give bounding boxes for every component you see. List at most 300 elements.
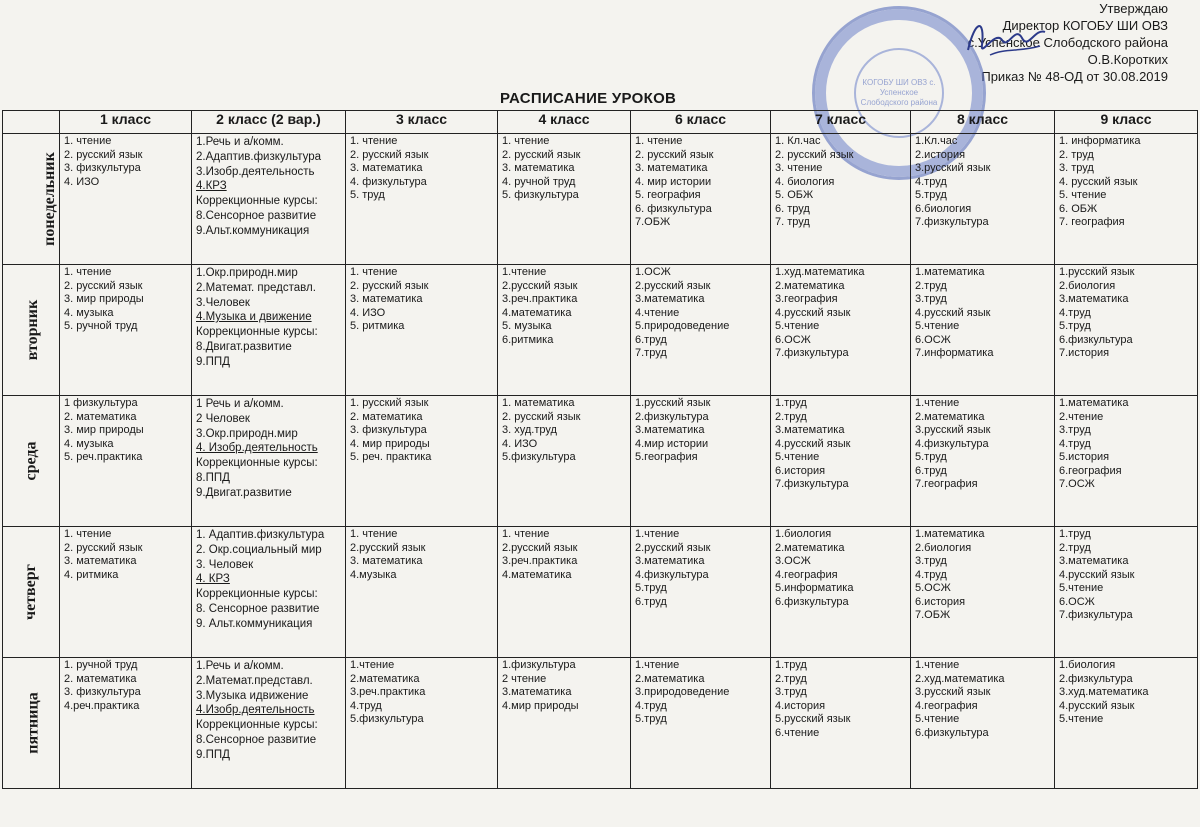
- lesson-item: 2. русский язык: [775, 148, 854, 161]
- lesson-item: 5.труд: [1059, 320, 1091, 332]
- lesson-item: 5.чтение: [775, 320, 820, 332]
- lesson-list: [498, 265, 630, 348]
- day-row: [3, 265, 1198, 396]
- lesson-cell: [631, 265, 771, 396]
- lesson-item: 3. чтение: [775, 162, 823, 174]
- lesson-item: 2. труд: [1059, 148, 1094, 161]
- lesson-item: 4.русский язык: [1059, 699, 1135, 712]
- lesson-list: [631, 265, 770, 362]
- lesson-item: 2.биология: [1059, 279, 1116, 292]
- lesson-item: 1.Окр.природн.мир: [196, 267, 298, 279]
- lesson-item: 1.Речь и а/комм.: [196, 660, 284, 672]
- lesson-item: 5. география: [635, 189, 701, 201]
- lesson-cell: [631, 134, 771, 265]
- lesson-item: 4.география: [915, 699, 978, 712]
- lesson-item: 2.русский язык: [635, 541, 711, 554]
- lesson-item: 3. Человек: [196, 558, 254, 571]
- page-title: РАСПИСАНИЕ УРОКОВ: [500, 90, 677, 107]
- lesson-cell: [346, 134, 498, 265]
- lesson-item: 1.физкультура: [502, 659, 576, 671]
- lesson-cell: [60, 265, 192, 396]
- lesson-item: 3. физкультура: [64, 686, 141, 698]
- lesson-item: 9.Двигат.развитие: [196, 486, 292, 499]
- lesson-item: 3.математика: [1059, 293, 1129, 305]
- lesson-item: 4. русский язык: [1059, 175, 1138, 188]
- lesson-cell: [346, 265, 498, 396]
- lesson-item: 2.математика: [350, 672, 420, 685]
- lesson-item: 7.ОБЖ: [915, 609, 951, 621]
- lesson-cell: [346, 658, 498, 789]
- lesson-item: 1.ОСЖ: [635, 266, 671, 278]
- lesson-cell: [498, 658, 631, 789]
- lesson-item: 2. русский язык: [64, 148, 143, 161]
- lesson-item: 1.труд: [775, 397, 807, 409]
- class-header: 9 класс: [1055, 111, 1198, 134]
- lesson-list: [911, 265, 1054, 362]
- lesson-item: 5.чтение: [1059, 582, 1104, 594]
- lesson-item: 2. русский язык: [350, 148, 429, 161]
- lesson-item: 3.Человек: [196, 296, 250, 309]
- lesson-item: Коррекционные курсы:: [196, 195, 318, 208]
- lesson-item: 1. чтение: [502, 528, 550, 540]
- lesson-list: [498, 527, 630, 583]
- class-header: 8 класс: [911, 111, 1055, 134]
- lesson-item: Коррекционные курсы:: [196, 588, 318, 601]
- lesson-item: 3.математика: [635, 293, 705, 305]
- lesson-list: [771, 265, 910, 362]
- lesson-list: [60, 527, 191, 583]
- lesson-list: [1055, 527, 1197, 624]
- lesson-item: 4. Изобр.деятельность: [196, 442, 318, 455]
- lesson-item: 2.математика: [775, 541, 845, 554]
- lesson-cell: [192, 527, 346, 658]
- lesson-list: [631, 396, 770, 466]
- lesson-item: 3. математика: [64, 555, 137, 567]
- lesson-item: 2.физкультура: [635, 410, 709, 423]
- lesson-item: 3.география: [775, 293, 838, 305]
- lesson-item: 2. русский язык: [635, 148, 714, 161]
- lesson-item: 4.труд: [915, 175, 947, 188]
- lesson-item: 2.математика: [775, 279, 845, 292]
- lesson-item: 2.русский язык: [502, 279, 578, 292]
- lesson-item: 2 чтение: [502, 672, 547, 685]
- day-row: [3, 527, 1198, 658]
- lesson-item: 1. русский язык: [350, 397, 429, 409]
- lesson-item: 6.ритмика: [502, 333, 554, 346]
- lesson-item: 3.труд: [1059, 424, 1091, 436]
- lesson-item: 3.математика: [635, 424, 705, 436]
- lesson-item: 6. ОБЖ: [1059, 202, 1098, 215]
- lesson-item: 1.чтение: [350, 659, 395, 671]
- lesson-item: 2.русский язык: [350, 541, 426, 554]
- lesson-item: 3.математика: [502, 686, 572, 698]
- lesson-item: 6.история: [915, 595, 966, 608]
- lesson-cell: [911, 265, 1055, 396]
- lesson-item: 9. Альт.коммуникация: [196, 617, 313, 630]
- lesson-item: 7.ОСЖ: [1059, 478, 1095, 490]
- day-row: [3, 658, 1198, 789]
- lesson-item: 3.математика: [635, 555, 705, 567]
- lesson-item: 4. ИЗО: [64, 175, 100, 188]
- lesson-item: 8.Сенсорное развитие: [196, 733, 317, 746]
- lesson-cell: [771, 134, 911, 265]
- lesson-list: [1055, 396, 1197, 493]
- lesson-item: 5. чтение: [1059, 189, 1107, 201]
- lesson-list: [346, 658, 497, 728]
- lesson-item: 1.математика: [915, 528, 985, 540]
- lesson-item: 4.русский язык: [1059, 568, 1135, 581]
- lesson-item: 5.ОСЖ: [915, 582, 951, 594]
- lesson-item: 5.география: [635, 451, 698, 463]
- lesson-item: 2. русский язык: [64, 279, 143, 292]
- lesson-item: 3.математика: [1059, 555, 1129, 567]
- lesson-item: 5.чтение: [775, 451, 820, 463]
- day-label: вторник: [24, 299, 42, 361]
- lesson-item: 5.история: [1059, 451, 1110, 463]
- day-label: понедельник: [40, 152, 58, 246]
- header-corner: [3, 111, 60, 134]
- lesson-cell: [1055, 658, 1198, 789]
- lesson-item: 5.труд: [915, 189, 947, 201]
- lesson-list: [60, 658, 191, 714]
- lesson-item: 1.математика: [1059, 397, 1129, 409]
- lesson-item: 4.география: [775, 568, 838, 581]
- lesson-item: 7.физкультура: [915, 216, 989, 228]
- lesson-item: 9.ППД: [196, 748, 230, 761]
- lesson-item: 8. Сенсорное развитие: [196, 602, 320, 615]
- lesson-item: 1. чтение: [64, 135, 112, 147]
- lesson-item: 7.физкультура: [1059, 609, 1133, 621]
- lesson-item: 4.музыка: [350, 568, 397, 581]
- lesson-item: 5. реч.практика: [64, 451, 143, 463]
- lesson-item: 5.русский язык: [775, 713, 851, 725]
- lesson-list: [1055, 265, 1197, 362]
- lesson-item: 3.математика: [775, 424, 845, 436]
- lesson-item: 5. ритмика: [350, 320, 405, 332]
- lesson-item: 2. математика: [64, 672, 137, 685]
- lesson-item: 6. труд: [775, 202, 810, 215]
- lesson-item: 1.труд: [1059, 528, 1091, 540]
- day-label: четверг: [21, 564, 39, 620]
- lesson-item: 1. чтение: [350, 528, 398, 540]
- lesson-item: 4. физкультура: [350, 175, 427, 188]
- lesson-list: [911, 527, 1054, 624]
- lesson-item: 6.труд: [915, 464, 947, 477]
- lesson-list: [60, 265, 191, 335]
- lesson-item: 5. ОБЖ: [775, 189, 814, 201]
- lesson-item: 4.мир истории: [635, 437, 709, 450]
- lesson-item: 3. математика: [635, 162, 708, 174]
- lesson-item: 4. ИЗО: [502, 437, 538, 450]
- lesson-list: [911, 134, 1054, 231]
- lesson-item: 4.труд: [350, 699, 382, 712]
- lesson-item: 2. математика: [350, 410, 423, 423]
- lesson-item: 5.труд: [915, 451, 947, 463]
- lesson-item: 8.Сенсорное развитие: [196, 209, 317, 222]
- lesson-item: 3. физкультура: [64, 162, 141, 174]
- lesson-cell: [631, 396, 771, 527]
- lesson-item: 1.Кл.час: [915, 135, 958, 147]
- lesson-item: 4.Музыка и движение: [196, 311, 312, 324]
- lesson-item: Коррекционные курсы:: [196, 457, 318, 470]
- schedule-table: [2, 110, 1198, 789]
- lesson-cell: [631, 527, 771, 658]
- lesson-item: 3.Изобр.деятельность: [196, 165, 315, 178]
- lesson-item: 5.труд: [635, 713, 667, 725]
- lesson-item: 1. чтение: [350, 266, 398, 278]
- lesson-list: [631, 134, 770, 231]
- lesson-item: 4. ИЗО: [350, 306, 386, 319]
- lesson-item: 1. чтение: [502, 135, 550, 147]
- lesson-cell: [346, 396, 498, 527]
- lesson-item: 1. Адаптив.физкультура: [196, 529, 325, 541]
- lesson-item: 2. математика: [64, 410, 137, 423]
- lesson-cell: [498, 396, 631, 527]
- lesson-list: [346, 134, 497, 204]
- lesson-item: 5. музыка: [502, 320, 552, 332]
- lesson-item: 3. худ.труд: [502, 424, 557, 436]
- lesson-list: [192, 527, 345, 633]
- lesson-item: 4. КРЗ: [196, 573, 230, 586]
- lesson-item: 3.русский язык: [915, 424, 991, 436]
- lesson-item: 3.худ.математика: [1059, 686, 1149, 698]
- lesson-item: 1. чтение: [350, 135, 398, 147]
- lesson-item: 3.русский язык: [915, 162, 991, 174]
- lesson-item: 3. труд: [1059, 162, 1094, 174]
- lesson-item: 1. математика: [502, 397, 575, 409]
- lesson-item: 3.труд: [915, 293, 947, 305]
- lesson-item: 6.физкультура: [1059, 333, 1133, 346]
- lesson-item: 1.труд: [775, 659, 807, 671]
- day-label: пятница: [24, 692, 42, 754]
- lesson-item: 4.труд: [1059, 437, 1091, 450]
- lesson-item: 3.русский язык: [915, 686, 991, 698]
- approval-line-1: Утверждаю: [1099, 1, 1168, 16]
- lesson-item: 1. информатика: [1059, 135, 1141, 147]
- lesson-cell: [346, 527, 498, 658]
- lesson-cell: [911, 134, 1055, 265]
- lesson-item: 1.чтение: [635, 659, 680, 671]
- lesson-item: 4.русский язык: [775, 306, 851, 319]
- lesson-item: 1.чтение: [915, 397, 960, 409]
- class-header-row: [3, 111, 1198, 134]
- lesson-list: [192, 658, 345, 764]
- lesson-item: 4.Изобр.деятельность: [196, 704, 315, 717]
- lesson-item: 4. музыка: [64, 306, 114, 319]
- lesson-item: 4.физкультура: [915, 437, 989, 450]
- lesson-list: [192, 134, 345, 240]
- lesson-item: 2.математика: [915, 410, 985, 423]
- approval-line-2: Директор КОГОБУ ШИ ОВЗ: [1002, 18, 1168, 33]
- lesson-list: [498, 134, 630, 204]
- lesson-item: 4. музыка: [64, 437, 114, 450]
- lesson-item: 6.физкультура: [775, 595, 849, 608]
- lesson-item: 2. русский язык: [502, 148, 581, 161]
- day-row: [3, 396, 1198, 527]
- lesson-item: 7.география: [915, 478, 978, 490]
- lesson-cell: [1055, 265, 1198, 396]
- lesson-item: 1.худ.математика: [775, 266, 865, 278]
- lesson-item: 6. физкультура: [635, 202, 712, 215]
- lesson-item: 2.русский язык: [502, 541, 578, 554]
- schedule-body: [3, 134, 1198, 789]
- lesson-list: [631, 527, 770, 610]
- lesson-item: 3.реч.практика: [502, 555, 578, 567]
- lesson-cell: [1055, 396, 1198, 527]
- approval-block: [908, 0, 1168, 85]
- lesson-list: [346, 527, 497, 583]
- lesson-item: 2.труд: [1059, 541, 1091, 554]
- lesson-item: 6.биология: [915, 202, 972, 215]
- lesson-item: 7.физкультура: [775, 478, 849, 490]
- approval-line-5: Приказ № 48-ОД от 30.08.2019: [981, 69, 1168, 84]
- lesson-list: [60, 396, 191, 466]
- lesson-list: [192, 396, 345, 502]
- lesson-item: 9.Альт.коммуникация: [196, 224, 310, 237]
- lesson-item: 6.ОСЖ: [915, 333, 951, 346]
- lesson-item: 2.биология: [915, 541, 972, 554]
- lesson-item: 1 Речь и а/комм.: [196, 398, 284, 410]
- day-cell: [3, 527, 60, 658]
- lesson-cell: [911, 396, 1055, 527]
- lesson-cell: [192, 658, 346, 789]
- lesson-list: [771, 527, 910, 610]
- lesson-item: 2.русский язык: [635, 279, 711, 292]
- lesson-item: Коррекционные курсы:: [196, 719, 318, 732]
- lesson-item: 2. русский язык: [350, 279, 429, 292]
- lesson-item: 3. математика: [350, 555, 423, 567]
- class-header: 6 класс: [631, 111, 771, 134]
- lesson-item: 2 Человек: [196, 412, 250, 425]
- lesson-item: 5.физкультура: [350, 713, 424, 725]
- lesson-item: 1. чтение: [64, 528, 112, 540]
- lesson-item: 4.математика: [502, 306, 572, 319]
- lesson-cell: [192, 396, 346, 527]
- lesson-item: 5. ручной труд: [64, 320, 138, 332]
- lesson-item: 1.русский язык: [1059, 266, 1135, 278]
- lesson-item: Коррекционные курсы:: [196, 326, 318, 339]
- lesson-item: 6.ОСЖ: [1059, 595, 1095, 608]
- lesson-item: 4.труд: [1059, 306, 1091, 319]
- lesson-cell: [631, 658, 771, 789]
- class-header: 3 класс: [346, 111, 498, 134]
- lesson-item: 5. физкультура: [502, 189, 579, 201]
- lesson-item: 3.труд: [775, 686, 807, 698]
- lesson-item: 3. математика: [350, 162, 423, 174]
- lesson-cell: [1055, 134, 1198, 265]
- lesson-list: [1055, 134, 1197, 231]
- lesson-item: 1. Кл.час: [775, 135, 821, 147]
- lesson-item: 4.история: [775, 699, 826, 712]
- lesson-item: 6.история: [775, 464, 826, 477]
- lesson-item: 4.реч.практика: [64, 699, 140, 712]
- lesson-item: 1.математика: [915, 266, 985, 278]
- lesson-item: 6.чтение: [775, 726, 820, 739]
- lesson-item: 2.Адаптив.физкультура: [196, 150, 322, 163]
- lesson-item: 1. чтение: [64, 266, 112, 278]
- day-cell: [3, 396, 60, 527]
- lesson-item: 5.труд: [635, 582, 667, 594]
- lesson-item: 1.чтение: [915, 659, 960, 671]
- lesson-item: 1.русский язык: [635, 397, 711, 409]
- class-header: 1 класс: [60, 111, 192, 134]
- class-header: 4 класс: [498, 111, 631, 134]
- lesson-list: [60, 134, 191, 190]
- lesson-cell: [771, 396, 911, 527]
- lesson-item: 1.биология: [1059, 659, 1116, 671]
- lesson-list: [771, 658, 910, 741]
- lesson-item: 4. ручной труд: [502, 175, 576, 188]
- lesson-item: 3. математика: [502, 162, 575, 174]
- lesson-item: 1. чтение: [635, 135, 683, 147]
- lesson-item: 4.физкультура: [635, 568, 709, 581]
- lesson-item: 8.ППД: [196, 471, 230, 484]
- lesson-list: [911, 658, 1054, 741]
- lesson-item: 4.мир природы: [502, 699, 579, 712]
- lesson-cell: [60, 134, 192, 265]
- lesson-item: 4.математика: [502, 568, 572, 581]
- lesson-item: 5. труд: [350, 189, 385, 201]
- lesson-cell: [60, 527, 192, 658]
- lesson-item: 1.чтение: [502, 266, 547, 278]
- lesson-item: 7. география: [1059, 216, 1125, 228]
- lesson-item: 2.худ.математика: [915, 672, 1005, 685]
- lesson-item: 6.труд: [635, 333, 667, 346]
- lesson-item: 1.Речь и а/комм.: [196, 136, 284, 148]
- lesson-item: 3. физкультура: [350, 424, 427, 436]
- lesson-list: [498, 658, 630, 714]
- lesson-item: 7.ОБЖ: [635, 216, 671, 228]
- day-cell: [3, 658, 60, 789]
- lesson-item: 4.русский язык: [915, 306, 991, 319]
- lesson-item: 3.Музыка идвижение: [196, 689, 309, 702]
- lesson-list: [346, 396, 497, 466]
- lesson-item: 7.история: [1059, 347, 1110, 359]
- lesson-item: 2.физкультура: [1059, 672, 1133, 685]
- stamp-text: КОГОБУ ШИ ОВЗ с. Успенское Слободского района: [854, 48, 944, 138]
- lesson-item: 1. ручной труд: [64, 659, 138, 671]
- lesson-item: 5.природоведение: [635, 320, 730, 332]
- lesson-item: 6.ОСЖ: [775, 333, 811, 346]
- lesson-item: 2. русский язык: [64, 541, 143, 554]
- lesson-item: 1 физкультура: [64, 397, 138, 409]
- approval-line-4: О.В.Коротких: [1087, 52, 1168, 67]
- lesson-item: 8.Двигат.развитие: [196, 340, 292, 353]
- lesson-item: 9.ППД: [196, 355, 230, 368]
- lesson-item: 4.труд: [635, 699, 667, 712]
- lesson-cell: [1055, 527, 1198, 658]
- lesson-item: 3.ОСЖ: [775, 555, 811, 567]
- lesson-item: 3.Окр.природн.мир: [196, 427, 298, 440]
- lesson-cell: [771, 265, 911, 396]
- lesson-cell: [911, 658, 1055, 789]
- lesson-item: 1.чтение: [635, 528, 680, 540]
- lesson-item: 4.КРЗ: [196, 180, 227, 193]
- lesson-item: 2. Окр.социальный мир: [196, 543, 322, 556]
- lesson-item: 2. русский язык: [502, 410, 581, 423]
- lesson-cell: [498, 527, 631, 658]
- lesson-cell: [192, 265, 346, 396]
- class-header: 2 класс (2 вар.): [192, 111, 346, 134]
- lesson-item: 2.Математ. представл.: [196, 281, 316, 294]
- lesson-item: 3. мир природы: [64, 293, 144, 305]
- approval-line-3: с.Успенское Слободского района: [967, 35, 1168, 50]
- lesson-list: [192, 265, 345, 371]
- lesson-item: 4.труд: [915, 568, 947, 581]
- lesson-list: [771, 134, 910, 231]
- lesson-item: 3. мир природы: [64, 424, 144, 436]
- lesson-item: 5.информатика: [775, 582, 854, 594]
